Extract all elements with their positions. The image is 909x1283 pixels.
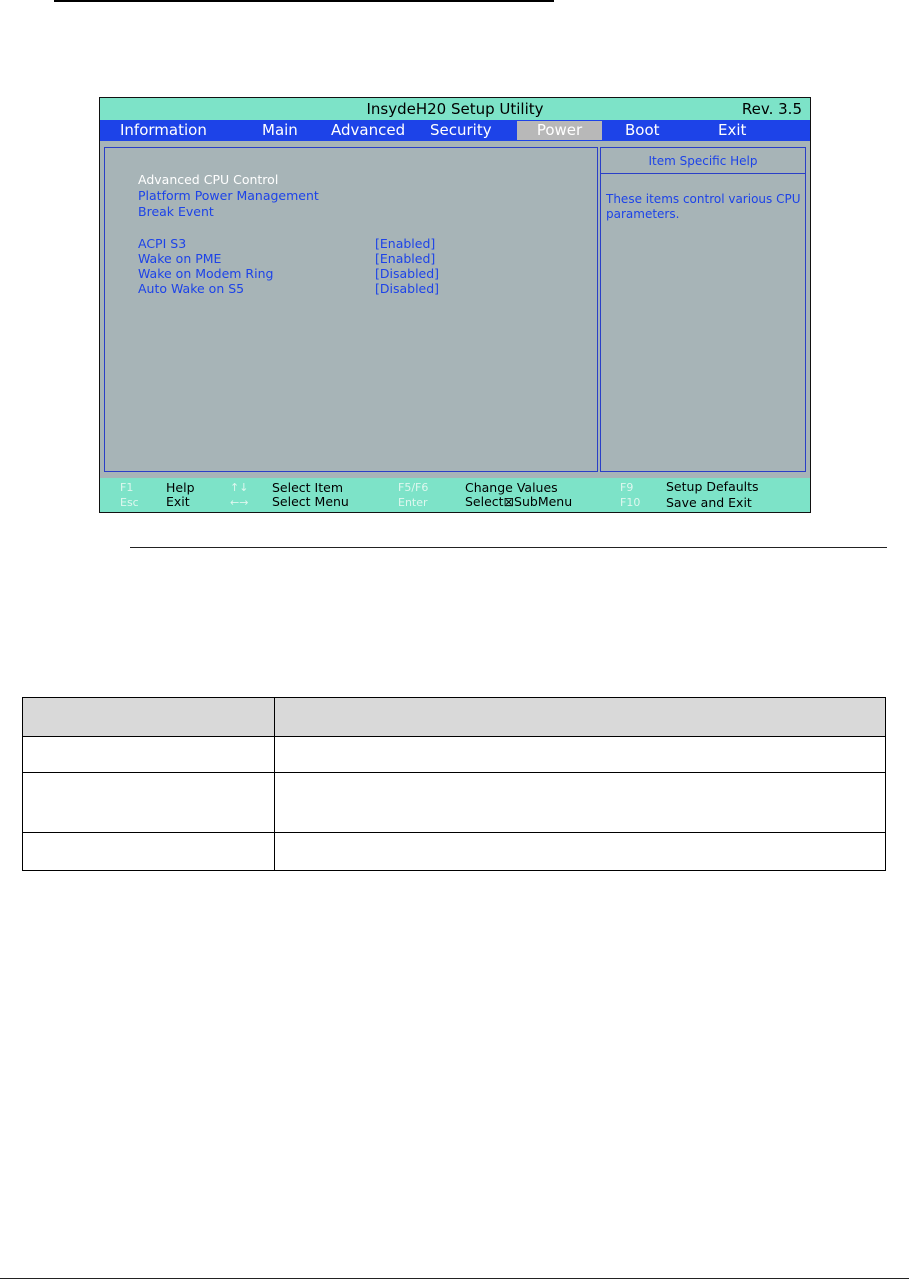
value-acpi-s3[interactable]: [Enabled] [375,236,436,251]
revision-label: Rev. 3.5 [741,100,802,118]
footer-divider [0,1278,909,1279]
key-f5-f6: F5/F6 [398,481,429,494]
key-left-right-arrows: ←→ [230,496,249,509]
options-panel [104,147,598,472]
key-esc: Esc [120,496,139,509]
key-legend-bar [100,478,810,512]
table-header-cell [275,698,886,737]
help-text: These items control various CPU parameters. [606,192,801,221]
key-setup-defaults-desc: Setup Defaults [666,479,759,494]
menu-boot[interactable]: Boot [625,121,660,139]
table-cell [23,773,275,833]
menu-advanced[interactable]: Advanced [331,121,406,139]
key-select-item-desc: Select Item [272,480,343,495]
menu-information[interactable]: Information [120,121,207,139]
option-wake-on-pme[interactable]: Wake on PME [138,251,222,266]
option-advanced-cpu-control[interactable]: Advanced CPU Control [138,172,279,187]
help-panel [600,147,806,472]
value-wake-on-pme[interactable]: [Enabled] [375,251,436,266]
value-wake-on-modem-ring[interactable]: [Disabled] [375,266,440,281]
top-divider [54,0,554,2]
parameter-table [22,697,886,871]
option-break-event[interactable]: Break Event [138,204,214,219]
key-save-and-exit-desc: Save and Exit [666,495,752,510]
menu-bar [100,120,810,141]
menu-security[interactable]: Security [430,121,492,139]
table-row [23,833,886,871]
key-select-menu-desc: Select Menu [272,494,349,509]
key-up-down-arrows: ↑↓ [230,481,249,494]
section-divider [130,547,887,548]
table-row [23,737,886,773]
utility-title: InsydeH20 Setup Utility [366,100,544,118]
title-bar [100,98,810,120]
help-title: Item Specific Help [601,148,805,174]
key-f1: F1 [120,481,134,494]
key-f10: F10 [620,496,641,509]
key-f1-desc: Help [166,480,195,495]
option-acpi-s3[interactable]: ACPI S3 [138,236,187,251]
table-header-cell [23,698,275,737]
table-cell [275,737,886,773]
table-cell [275,833,886,871]
menu-exit[interactable]: Exit [718,121,747,139]
table-cell [275,773,886,833]
option-platform-power-management[interactable]: Platform Power Management [138,188,319,203]
menu-main[interactable]: Main [262,121,298,139]
option-auto-wake-on-s5[interactable]: Auto Wake on S5 [138,281,245,296]
menu-power[interactable]: Power [517,121,602,140]
bios-setup-screen [99,97,811,513]
option-wake-on-modem-ring[interactable]: Wake on Modem Ring [138,266,274,281]
value-auto-wake-on-s5[interactable]: [Disabled] [375,281,440,296]
key-esc-desc: Exit [166,494,190,509]
key-select-submenu-desc: Select⊠SubMenu [465,494,573,509]
table-cell [23,737,275,773]
table-row [23,773,886,833]
key-f9: F9 [620,481,634,494]
key-change-values-desc: Change Values [465,480,558,495]
key-enter: Enter [398,496,428,509]
table-cell [23,833,275,871]
table-header-row [23,698,886,737]
